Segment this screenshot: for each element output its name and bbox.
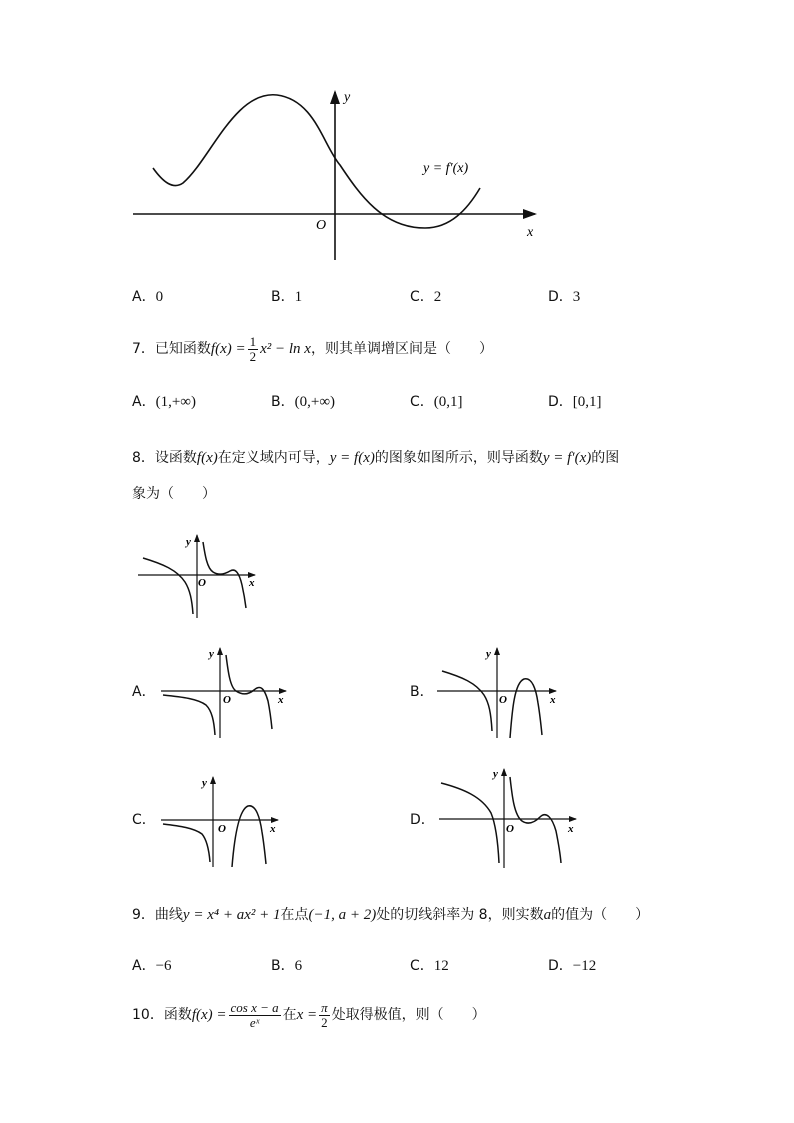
svg-text:y: y — [186, 536, 191, 548]
q9-option-a[interactable]: A．−6 — [132, 958, 172, 974]
svg-text:O: O — [218, 823, 226, 835]
q8-question-line1: 8．设函数f(x)在定义域内可导，y = f(x)的图象如图所示，则导函数y = f′(x)的图 — [132, 450, 620, 466]
q6-option-b[interactable]: B．1 — [271, 289, 303, 305]
q8-option-d-graph[interactable] — [436, 763, 581, 871]
q7-option-a[interactable]: A．(1,+∞) — [132, 394, 196, 410]
q9-option-b[interactable]: B．6 — [271, 958, 303, 974]
q7-option-b[interactable]: B．(0,+∞) — [271, 394, 336, 410]
q7-option-c[interactable]: C．(0,1] — [410, 394, 463, 410]
q6-option-c[interactable]: C．2 — [410, 289, 442, 305]
q9-option-c[interactable]: C．12 — [410, 958, 449, 974]
svg-text:y: y — [486, 648, 491, 660]
q10-pi-fraction: $\frac{\pi}{2}$ — [321, 999, 328, 1030]
q7-option-d[interactable]: D．[0,1] — [548, 394, 602, 410]
svg-text:x: x — [550, 694, 556, 706]
derivative-graph — [125, 80, 545, 270]
svg-text:O: O — [499, 694, 507, 706]
q8-option-d-label[interactable]: D． — [410, 812, 435, 828]
svg-text:x: x — [270, 823, 276, 835]
svg-text:O: O — [506, 823, 514, 835]
svg-text:y: y — [493, 768, 498, 780]
svg-text:x: x — [249, 577, 255, 589]
q8-function-graph — [135, 530, 265, 620]
q8-option-a-graph[interactable] — [158, 643, 293, 740]
origin-label: O — [316, 218, 327, 233]
q7-question: 7．已知函数f(x) = $\frac{1}{2}$ x² − ln x，则其单调增区间是（ ） — [132, 333, 493, 364]
svg-text:y: y — [209, 648, 214, 660]
y-axis-label: y — [344, 90, 351, 105]
svg-text:x: x — [568, 823, 574, 835]
q8-option-c-label[interactable]: C． — [132, 812, 156, 828]
svg-text:y: y — [202, 777, 207, 789]
svg-text:x: x — [278, 694, 284, 706]
q10-fraction: $\frac{\text{cos x − a}}{\text{eˣ}}$ — [230, 999, 279, 1030]
q8-question-line2: 象为（ ） — [132, 486, 216, 502]
q6-option-d[interactable]: D．3 — [548, 289, 581, 305]
q8-option-b-graph[interactable] — [434, 643, 564, 740]
q7-function: f(x) = — [210, 341, 246, 357]
q6-option-a[interactable]: A．0 — [132, 289, 164, 305]
q9-question: 9．曲线y = x⁴ + ax² + 1在点(−1, a + 2)处的切线斜率为 8，则实数a的值为（ ） — [132, 907, 650, 923]
svg-text:O: O — [198, 577, 206, 589]
q8-option-c-graph[interactable] — [158, 772, 283, 869]
x-axis-label: x — [527, 225, 534, 240]
q10-question: 10．函数f(x) = $\frac{\text{cos x − a}}{\text{eˣ}}$ 在x = $\frac{\pi}{2}$ 处取得极值，则（ ） — [132, 999, 486, 1030]
q9-option-d[interactable]: D．−12 — [548, 958, 597, 974]
q8-option-a-label[interactable]: A． — [132, 684, 156, 700]
svg-text:O: O — [223, 694, 231, 706]
q7-fraction: $\frac{1}{2}$ — [249, 333, 257, 364]
q8-option-b-label[interactable]: B． — [410, 684, 434, 700]
curve-label: y = f′(x) — [423, 161, 469, 176]
